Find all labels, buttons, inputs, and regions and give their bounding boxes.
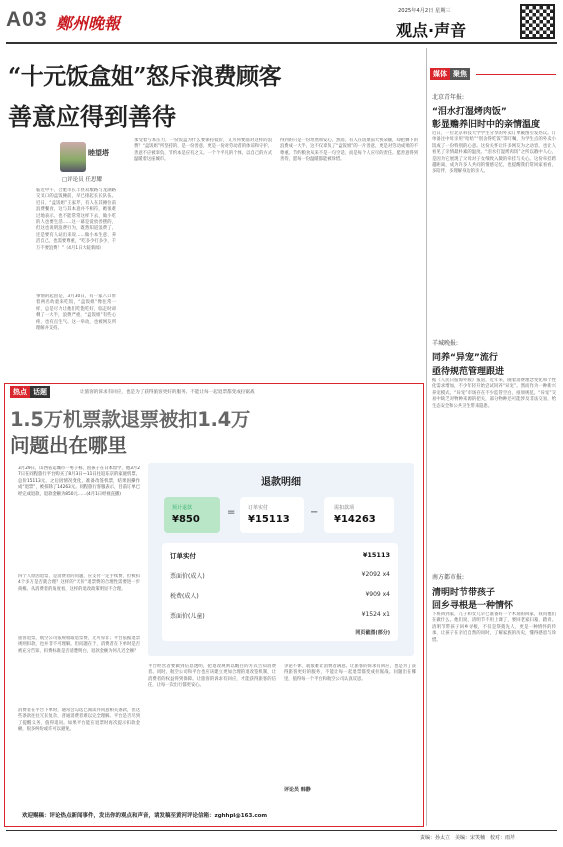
sidebar-item-1-source: 北京青年报: xyxy=(432,94,465,101)
lead-column-2: 事情的起因是，3月30日，有一家八口带着两名幼童来吃饭，“盒饭姐”像往常一样，总是尽力让他们吃饱吃好，临走时却剩了一大半，浪费严重，“盒饭姐”有些心疼，也有点生气。这一举动，也被网友所理解并支持。 xyxy=(36,294,116,332)
lead-column-3: 承受着亏本压力，一份饭盒为什么要保持低价，又为何要面对这样的浪费？“盒饭姐”所坚持的，是一份善意，更是一份对劳动者的体谅和守护。善意不应被辜负，节约本是应有之义。一个个平凡的个体，以自己的方式温暖着这座城市。 xyxy=(134,138,272,163)
feature-headline: 1.5万机票款退票被扣1.4万 xyxy=(10,408,251,431)
feature-footer: 欢迎赐稿：评论热点新闻事件，发出你的观点和声音，请发稿至黄河评论信箱：zghhpl@163.com xyxy=(22,813,268,819)
row-label-paid: 订单实付 xyxy=(170,552,196,560)
sidebar-item-1-subtitle: 彰显赡养旧时中的亲情温度 xyxy=(432,120,541,130)
topic-note: 让旅客的诉求有回应，也是为了获得旅客更好的服务。不能让每一起退票都变成拉锯战 xyxy=(80,390,255,395)
topic-tag-topic: 话题 xyxy=(30,386,50,398)
table-row xyxy=(170,591,390,603)
bottom-rule xyxy=(6,830,557,831)
feature-author: 评论员 韩静 xyxy=(284,787,311,793)
row-label-adult-tax: 税费(成人) xyxy=(170,593,199,600)
sidebar-badge xyxy=(430,68,470,80)
editor-credits: 责编：孙太立 美编：宋笑楠 校对：雨芹 xyxy=(420,835,516,841)
feature-column-b: 旅客退票，航空公司依规收取退票费，无可厚非；平台依据退票规则扣款，也并非不可理解。但问题在于，消费者在下单时是否被充分告知，扣费标准是否清楚明白，退款金额为何几近全额？ xyxy=(18,636,140,654)
refund-table xyxy=(162,543,398,641)
topic-tag xyxy=(10,386,74,398)
feature-column-c: 消费者在平台下单时，通常会勾选已阅读并同意相关条款，但这些条款往往冗长复杂，普通消费者难以完全理解。平台是否尽到了提醒义务，值得追问。如果平台能在退票时再次提示扣款金额，很多纠纷或许可以避免。 xyxy=(18,708,140,733)
refund-card xyxy=(148,463,414,656)
sidebar-item-1-body: 近日，一位北京科技大学学生分享的外卖订单截图引发热议。订单备注中母亲用“哈哈”“别舍得吃饭”等叮嘱，为学生点的外卖小饭成了一份特别的心意。这份关怀让许多网友为之动容，也让人看见了亲情最朴素的温度。“泪水打湿烤肉饭”之所以戳中人心，是因为它展现了父母对子女细致入微的牵挂与关心。这份牵挂跨越距离，成为许多人共同的情感记忆，也提醒我们常回家看看，多陪伴、多理解身边的亲人。 xyxy=(432,131,556,175)
fee-amount-box xyxy=(324,497,394,533)
table-row xyxy=(170,611,390,623)
sidebar-item-3-source: 南方都市报: xyxy=(432,574,465,581)
lead-subheadline: 善意应得到善待 xyxy=(8,102,176,131)
paid-amount-box xyxy=(240,497,304,533)
sidebar-divider xyxy=(426,48,427,826)
refund-amount-label: 预计退款 xyxy=(172,505,193,511)
sidebar-item-2-body: 据《人民日报海外版》报道，近年来，随着消费理念变化和个性化需求增加，不少年轻开始尝试饲养“异宠”。然而作为一种新兴养宠模式，“异宠”市场存在不少监管空白，亟须规范。“异宠”交易中缺乏对物种来源的把关，部分物种还可能涉及非法交易，给生态安全和公共卫生带来隐患。 xyxy=(432,378,556,409)
equals-sign: = xyxy=(227,507,236,518)
sidebar-item-2-source: 羊城晚报: xyxy=(432,340,459,347)
fee-amount-label: 需扣款项 xyxy=(334,505,355,511)
feature-subheadline: 问题出在哪里 xyxy=(10,434,128,457)
author-tag: 睦望塔 xyxy=(88,149,109,157)
fee-amount-value: ¥14263 xyxy=(334,514,376,525)
paid-amount-value: ¥15113 xyxy=(248,514,290,525)
refund-amount-box xyxy=(164,497,220,533)
feature-column-e: 争论不休，就很难让消费者满意。让旅客的诉求有回应，也是为了获得旅客更好的服务，不能让每一起退票都变成拉锯战。问题出在哪里，值得每一个平台和航空公司认真反思。 xyxy=(284,664,416,682)
badge-media: 媒体 xyxy=(430,68,450,80)
row-value-paid: ¥15113 xyxy=(362,551,390,559)
feature-column-a: 四个人原因退票，是消费者的问题，应支付一定手续费，但被扣4个多万是否就合理？这样的“天价”退票费的合理性需要进一步商榷。从消费者的角度看，这样的退改政策明显不合理。 xyxy=(18,574,140,592)
newspaper-logo: 鄭州晚報 xyxy=(56,14,121,33)
date-line: 2025年4月2日 星期三 xyxy=(398,8,451,14)
lead-column-4: 得到的只是一份坦然和安心。然而，有人在饭菜前大快朵颐，却把剩下的浪费成一大半，这不仅辜负了“盒饭姐”的一片善意，更是对劳动成果的不尊重。节约粮食从来不是一句空话，而是每个人应尽的责任。愿善意得到善待，愿每一份温暖都能被珍惜。 xyxy=(280,138,418,163)
row-label-child-fare: 票面价(儿童) xyxy=(170,613,205,620)
sidebar-item-3-subtitle: 回乡寻根是一种情怀 xyxy=(432,601,514,611)
row-value-child-fare: ¥1524 x1 xyxy=(361,611,390,618)
table-row xyxy=(170,571,390,583)
section-title: 观点·声音 xyxy=(396,21,467,40)
lead-headline: “十元饭盒姐”怒斥浪费顾客 xyxy=(8,63,281,90)
sidebar-item-3-body: 下班回到家，儿子和女儿早已准备好一个木刻的回家，我问他们在做什么。他们说，清明节不用上课了，要回老家扫墓、踏青。清明节带孩子回乡寻根，不仅是祭奠先人，更是一种情怀的传承，让孩子在亲近自然的同时，了解家族的历史，懂得感恩与珍惜。 xyxy=(432,612,556,643)
feature-column-d: 平台经营者要做到信息透明，把退改规则以醒目的方式告知消费者。同时，航空公司和平台也应该建立更加合理的退改签机制，让消费者的权益得到保障。让旅客的诉求有回应，才能获得旅客的信任，让每一次出行都更安心。 xyxy=(148,664,276,689)
row-label-adult-fare: 票面价(成人) xyxy=(170,573,205,580)
sidebar-item-3-title: 清明时节带孩子 xyxy=(432,588,496,598)
header-rule xyxy=(6,42,557,44)
topic-tag-hot: 热点 xyxy=(10,386,30,398)
table-row xyxy=(170,551,390,563)
badge-focus: 聚焦 xyxy=(450,68,470,80)
sidebar-item-2-subtitle: 亟待规范管理跟进 xyxy=(432,367,505,377)
row-value-adult-fare: ¥2092 x4 xyxy=(361,571,390,578)
sidebar-item-1-title: “泪水打湿烤肉饭” xyxy=(432,107,507,117)
sidebar-top-rule xyxy=(476,74,556,75)
sidebar-item-2-title: 同养“异宠”流行 xyxy=(432,353,498,363)
page-number: A03 xyxy=(6,8,48,31)
row-value-adult-tax: ¥909 x4 xyxy=(365,591,390,598)
qr-code xyxy=(520,4,555,39)
lead-author: □评论员 任思耀 xyxy=(62,177,102,183)
lead-column-1: 临近中午，合肥市长丰县双墩路与龙湖路交叉口的盒饭摊前，早已排起长长队伍。近日，“盒饭姐”王家芹，有人在其摊位前浪费餐食，这与其本意并不相符，她很难过地表示，也不能常常这样下去，做小吃的人也要生活……这一幕是爱放善摆的，但这也说明浪费行为，既然知道浪费了，还是要有人站出来说……做小本生意、养活自己，也需要尊重，“吃多少打多少，千万不要浪费！”（4月1日大皖新闻） xyxy=(36,188,116,251)
screenshot-caption: 同页截图(部分) xyxy=(355,630,390,636)
feature-intro: 3月29日，山西省运城市一男子称，因孩子在日本留学，他3月27日在同程旅行平台购买了8月3日—11日往返东京的家庭机票，总价15113元，之后因情况变化，准备改签机票，结果因操作成“退票”，被扣除了14263元。同程旅行客服表示，目前订单已经完成退款，退款金额为850元……(4月1日经视直播) xyxy=(18,466,140,497)
refund-amount-value: ¥850 xyxy=(172,514,200,525)
minus-sign: − xyxy=(310,507,319,518)
paid-amount-label: 订单实付 xyxy=(248,505,269,511)
refund-title: 退款明细 xyxy=(261,477,301,488)
page-header xyxy=(0,0,563,42)
author-avatar xyxy=(60,142,86,172)
